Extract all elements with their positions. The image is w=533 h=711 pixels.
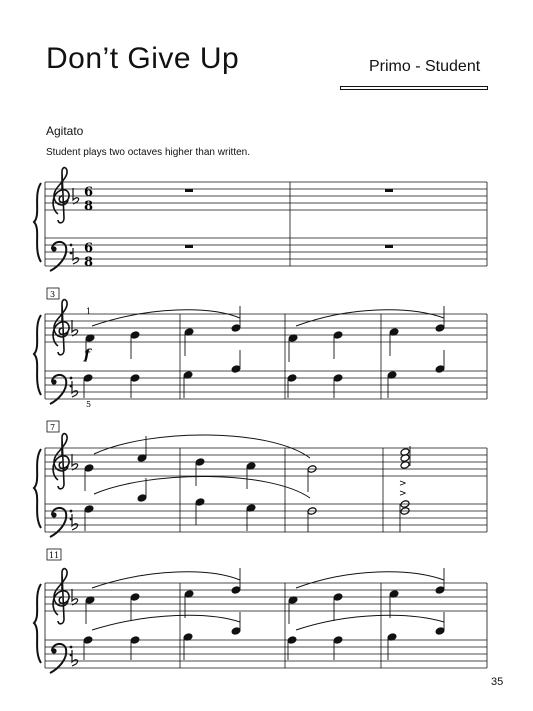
fingering-top: 1 <box>86 307 92 316</box>
fingering-bottom: 5 <box>86 400 92 409</box>
piece-title: Don’t Give Up <box>46 42 240 75</box>
time-sig-top: 6 <box>84 185 94 200</box>
tempo-marking: Agitato <box>46 124 84 138</box>
measure-number: 7 <box>50 423 56 432</box>
time-sig-bottom: 8 <box>84 255 94 270</box>
system-4 <box>34 549 487 673</box>
svg-text:>: > <box>399 479 407 489</box>
svg-text:>: > <box>399 489 407 499</box>
time-sig-bottom: 8 <box>84 199 94 214</box>
system-3 <box>34 421 487 537</box>
time-sig-top: 6 <box>84 241 94 256</box>
performance-instruction: Student plays two octaves higher than written. <box>46 147 251 158</box>
system-2 <box>34 288 487 409</box>
page-number: 35 <box>491 676 504 688</box>
part-subtitle: Primo - Student <box>369 58 481 75</box>
system-1 <box>34 168 487 271</box>
measure-number: 11 <box>49 551 60 560</box>
dynamic-marking: f <box>84 347 91 363</box>
measure-number: 3 <box>50 290 56 299</box>
